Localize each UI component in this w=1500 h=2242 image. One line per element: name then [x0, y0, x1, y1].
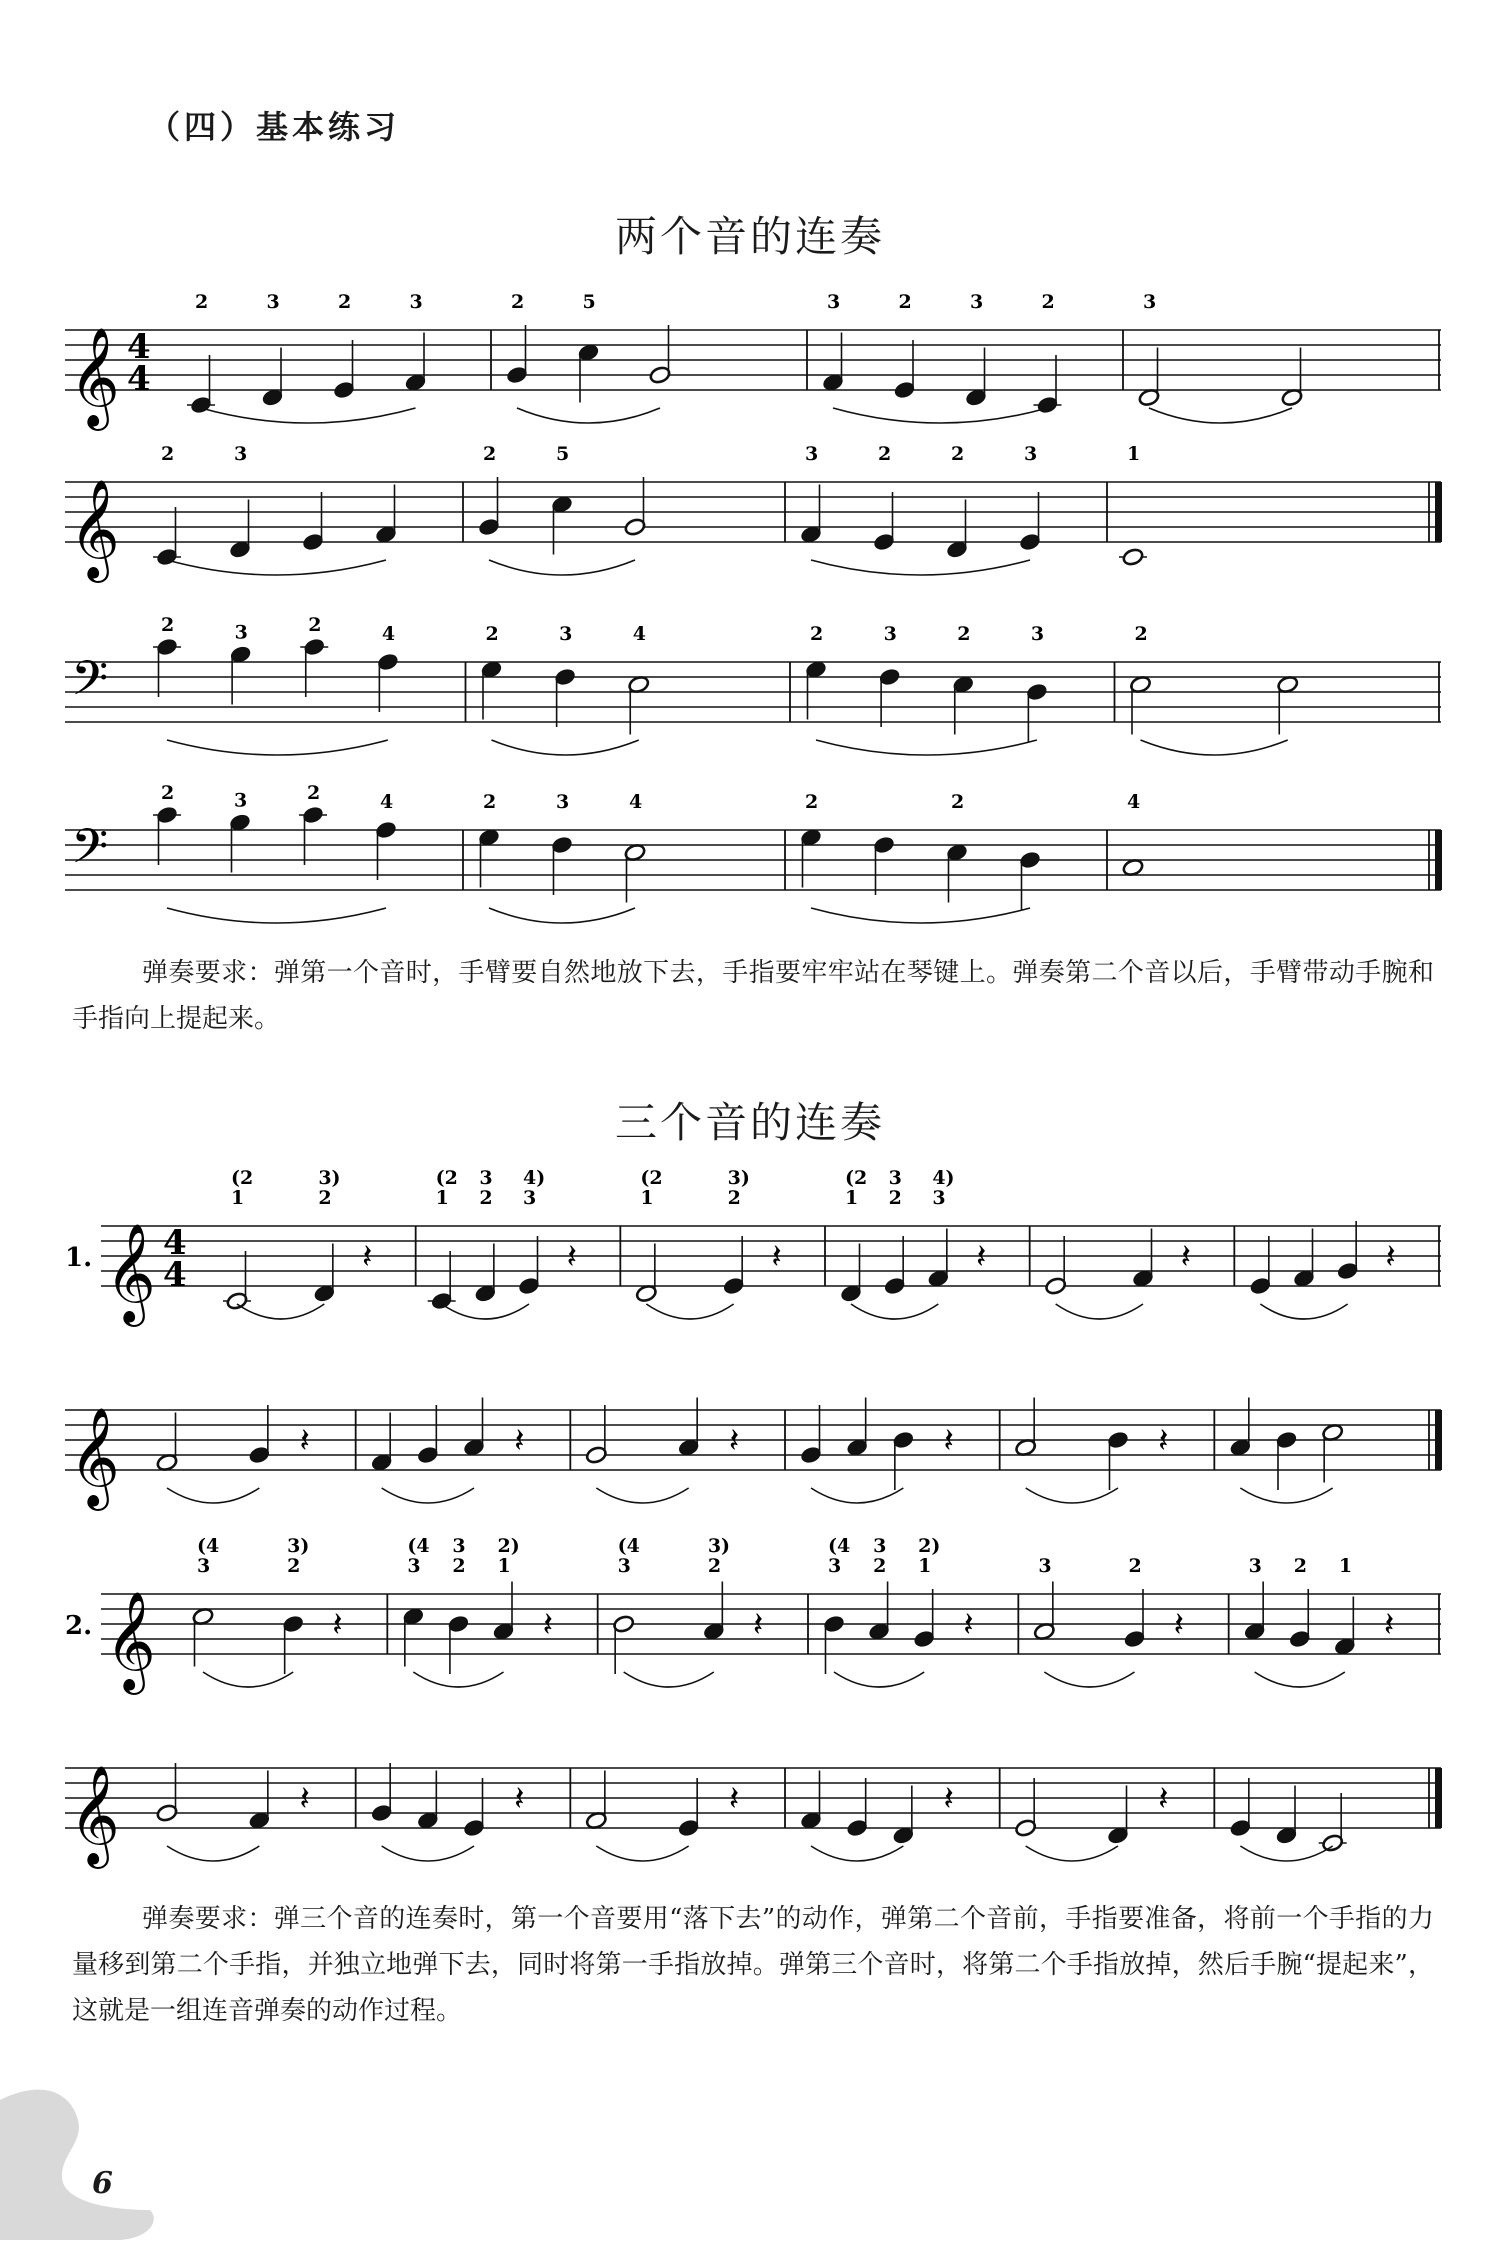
fingering-number: (4 [407, 1536, 430, 1557]
fingering-number: 2 [1128, 1555, 1142, 1577]
page-corner-decoration [0, 2060, 170, 2242]
fingering-number: 3 [932, 1187, 946, 1209]
quarter-rest-icon: 𝄽 [976, 1237, 987, 1277]
row-number: 2. [65, 1611, 93, 1641]
music-staff [65, 604, 1445, 774]
slur [413, 1672, 503, 1687]
quarter-rest-icon: 𝄽 [1385, 1237, 1396, 1277]
quarter-rest-icon: 𝄽 [943, 1421, 954, 1461]
fingering-number: 2 [951, 791, 965, 813]
fingering-number: (2 [845, 1168, 868, 1189]
slur [489, 908, 635, 923]
slur [442, 1304, 529, 1319]
slur [1240, 1846, 1332, 1861]
fingering-number: 2 [287, 1555, 301, 1577]
slur [811, 1846, 903, 1861]
slur [167, 1488, 259, 1503]
quarter-rest-icon: 𝄽 [1158, 1779, 1169, 1819]
treble-clef-icon: 𝄞 [69, 1407, 120, 1507]
fingering-number: 2 [307, 782, 321, 804]
quarter-rest-icon: 𝄽 [514, 1779, 525, 1819]
fingering-number: 3 [1030, 623, 1045, 645]
row-number: 1. [65, 1243, 93, 1273]
fingering-number: 2 [161, 782, 175, 804]
fingering-number: 4) [523, 1168, 546, 1189]
fingering-number: 2 [1293, 1555, 1307, 1577]
slur [833, 408, 1048, 423]
quarter-rest-icon: 𝄽 [752, 1605, 764, 1645]
quarter-rest-icon: 𝄽 [299, 1779, 310, 1819]
quarter-rest-icon: 𝄽 [362, 1237, 373, 1277]
exercise-title-three-note: 三个音的连奏 [614, 1098, 885, 1147]
fingering-number: 3 [523, 1187, 537, 1209]
slur [167, 740, 388, 755]
exercise-title-two-note: 两个音的连奏 [614, 212, 885, 261]
final-bar-thick [1435, 1768, 1442, 1828]
fingering-number: 2 [810, 623, 824, 645]
fingering-number: 2) [918, 1536, 941, 1557]
slur [1149, 408, 1292, 423]
fingering-number: 3 [828, 1555, 842, 1577]
fingering-number: 3 [1024, 443, 1038, 465]
fingering-number: 2 [161, 443, 175, 465]
slur [624, 1672, 714, 1687]
slur [811, 908, 1030, 923]
quarter-rest-icon: 𝄽 [1158, 1421, 1169, 1461]
fingering-number: 3 [234, 443, 248, 465]
fingering-number: (4 [828, 1536, 851, 1557]
quarter-rest-icon: 𝄽 [728, 1779, 740, 1819]
slur [1026, 1488, 1118, 1503]
time-signature-denominator: 4 [163, 1255, 187, 1295]
fingering-number: 4) [932, 1168, 955, 1189]
music-staff [65, 1710, 1445, 1880]
fingering-number: 5 [582, 291, 596, 313]
fingering-number: 3 [617, 1555, 631, 1577]
fingering-number: 3 [556, 791, 570, 813]
treble-clef-icon: 𝄞 [69, 327, 120, 427]
music-staff [65, 272, 1445, 442]
quarter-rest-icon: 𝄽 [963, 1605, 974, 1645]
quarter-rest-icon: 𝄽 [332, 1605, 343, 1645]
fingering-number: 2 [318, 1187, 332, 1209]
slur [492, 740, 639, 755]
slur [811, 560, 1030, 575]
fingering-number: 3 [888, 1168, 902, 1189]
fingering-number: 3 [970, 291, 984, 313]
fingering-number: 3 [479, 1168, 493, 1189]
instructions-two-note: 弹奏要求：弹第一个音时，手臂要自然地放下去，手指要牢牢站在琴键上。弹奏第二个音以后，手臂带动手腕和手指向上提起来。 [72, 958, 1434, 1034]
fingering-number: 2 [483, 443, 497, 465]
quarter-rest-icon: 𝄽 [1180, 1237, 1192, 1277]
slur [1255, 1672, 1345, 1687]
music-staff [65, 1352, 1445, 1522]
fingering-number: 3 [1248, 1555, 1262, 1577]
fingering-number: 3 [873, 1536, 887, 1557]
fingering-number: 2 [1041, 291, 1055, 313]
fingering-number: 3 [827, 291, 841, 313]
time-signature-numerator: 4 [127, 327, 151, 367]
slur [382, 1846, 474, 1861]
fingering-number: 3) [707, 1536, 731, 1557]
fingering-number: 1 [918, 1555, 932, 1577]
fingering-number: 4 [632, 623, 646, 645]
fingering-number: 2 [479, 1187, 493, 1209]
fingering-number: 2 [873, 1555, 887, 1577]
final-bar-thick [1435, 1410, 1442, 1470]
fingering-number: 2 [452, 1555, 466, 1577]
fingering-number: 1 [640, 1187, 654, 1209]
slur [237, 1304, 324, 1319]
quarter-rest-icon: 𝄽 [1173, 1605, 1184, 1645]
fingering-number: (2 [435, 1168, 458, 1189]
quarter-rest-icon: 𝄽 [542, 1605, 553, 1645]
final-bar-thick [1435, 830, 1442, 890]
music-staff [65, 1168, 1445, 1338]
fingering-number: 2 [1134, 623, 1148, 645]
slur [167, 560, 386, 575]
fingering-number: 2 [805, 791, 819, 813]
fingering-number: (2 [231, 1168, 254, 1189]
slur [851, 1304, 938, 1319]
fingering-number: 3 [559, 623, 573, 645]
slur [596, 1846, 688, 1861]
time-signature-denominator: 4 [127, 359, 151, 399]
slur [646, 1304, 733, 1319]
bass-clef-icon: 𝄢 [71, 818, 109, 886]
quarter-rest-icon: 𝄽 [566, 1237, 578, 1277]
quarter-rest-icon: 𝄽 [943, 1779, 954, 1819]
slur [489, 560, 635, 575]
fingering-number: 1 [231, 1187, 245, 1209]
fingering-number: 3 [234, 621, 248, 644]
fingering-number: 3 [1143, 291, 1157, 313]
slur [596, 1488, 688, 1503]
fingering-number: 3 [234, 789, 248, 812]
slur [167, 1846, 259, 1861]
slur [1141, 740, 1288, 755]
quarter-rest-icon: 𝄽 [728, 1421, 740, 1461]
slur [203, 1672, 293, 1687]
fingering-number: 2 [888, 1187, 902, 1209]
fingering-number: 2 [898, 291, 912, 313]
fingering-number: 2 [511, 291, 525, 313]
fingering-number: 2 [161, 614, 175, 636]
whole-note [1122, 547, 1145, 566]
fingering-number: 2) [497, 1536, 520, 1557]
fingering-number: 3) [318, 1168, 341, 1189]
section-label: （四）基本练习 [148, 108, 401, 146]
slur [1240, 1488, 1332, 1503]
fingering-number: (4 [617, 1536, 640, 1557]
final-bar-thick [1435, 482, 1442, 542]
fingering-number: 2 [483, 791, 497, 813]
fingering-number: 3 [266, 291, 280, 313]
fingering-number: (2 [640, 1168, 663, 1189]
treble-clef-icon: 𝄞 [69, 1765, 120, 1865]
fingering-number: 1 [845, 1187, 859, 1209]
fingering-number: 3 [409, 291, 423, 313]
slur [1026, 1846, 1118, 1861]
slur [201, 408, 416, 423]
fingering-number: 1 [1127, 443, 1141, 465]
slur [517, 408, 660, 423]
instructions-three-note: 弹奏要求：弹三个音的连奏时，第一个音要用“落下去”的动作，弹第二个音前，手指要准备，将前一个手指的力量移到第二个手指，并独立地弹下去，同时将第一手指放掉。弹第三个音时，将第二个手指放掉，然后手腕“提起来”，这就是一组连音弹奏的动作过程。 [72, 1904, 1434, 2026]
slur [1260, 1304, 1347, 1319]
fingering-number: 2 [957, 623, 971, 645]
fingering-number: 4 [381, 623, 396, 645]
slur [816, 740, 1037, 755]
fingering-number: 2 [485, 623, 499, 645]
fingering-number: 3 [197, 1555, 211, 1577]
fingering-number: 2 [951, 443, 965, 465]
fingering-number: 1 [497, 1555, 511, 1577]
fingering-number: 1 [1338, 1555, 1353, 1577]
fingering-number: 2 [727, 1187, 741, 1209]
fingering-number: 3 [452, 1536, 466, 1557]
page-number: 6 [92, 2166, 113, 2201]
fingering-number: 3) [727, 1168, 750, 1189]
slur [167, 908, 386, 923]
fingering-number: 4 [629, 791, 643, 813]
fingering-number: 2 [878, 443, 892, 465]
fingering-number: 2 [338, 291, 352, 313]
fingering-number: 3 [883, 623, 897, 645]
treble-clef-icon: 𝄞 [69, 479, 120, 579]
treble-clef-icon: 𝄞 [105, 1223, 156, 1323]
fingering-number: 3) [287, 1536, 310, 1557]
fingering-number: 2 [195, 291, 209, 313]
fingering-number: 2 [707, 1555, 722, 1577]
quarter-rest-icon: 𝄽 [514, 1421, 525, 1461]
fingering-number: 4 [380, 791, 394, 813]
music-staff [65, 772, 1445, 942]
fingering-number: 3 [407, 1555, 421, 1577]
fingering-number: 2 [308, 614, 322, 636]
fingering-number: (4 [197, 1536, 220, 1557]
slur [1056, 1304, 1143, 1319]
fingering-number: 1 [435, 1187, 449, 1209]
music-staff [65, 424, 1445, 594]
quarter-rest-icon: 𝄽 [1383, 1605, 1395, 1645]
slur [834, 1672, 924, 1687]
slur [382, 1488, 474, 1503]
slur [1044, 1672, 1134, 1687]
bass-clef-icon: 𝄢 [71, 650, 109, 718]
fingering-number: 4 [1127, 791, 1141, 813]
quarter-rest-icon: 𝄽 [771, 1237, 782, 1277]
fingering-number: 3 [805, 443, 819, 465]
slur [811, 1488, 903, 1503]
fingering-number: 5 [556, 443, 570, 465]
time-signature-numerator: 4 [163, 1223, 187, 1263]
quarter-rest-icon: 𝄽 [299, 1421, 310, 1461]
music-staff [65, 1536, 1445, 1706]
treble-clef-icon: 𝄞 [105, 1591, 156, 1691]
fingering-number: 3 [1038, 1555, 1052, 1577]
